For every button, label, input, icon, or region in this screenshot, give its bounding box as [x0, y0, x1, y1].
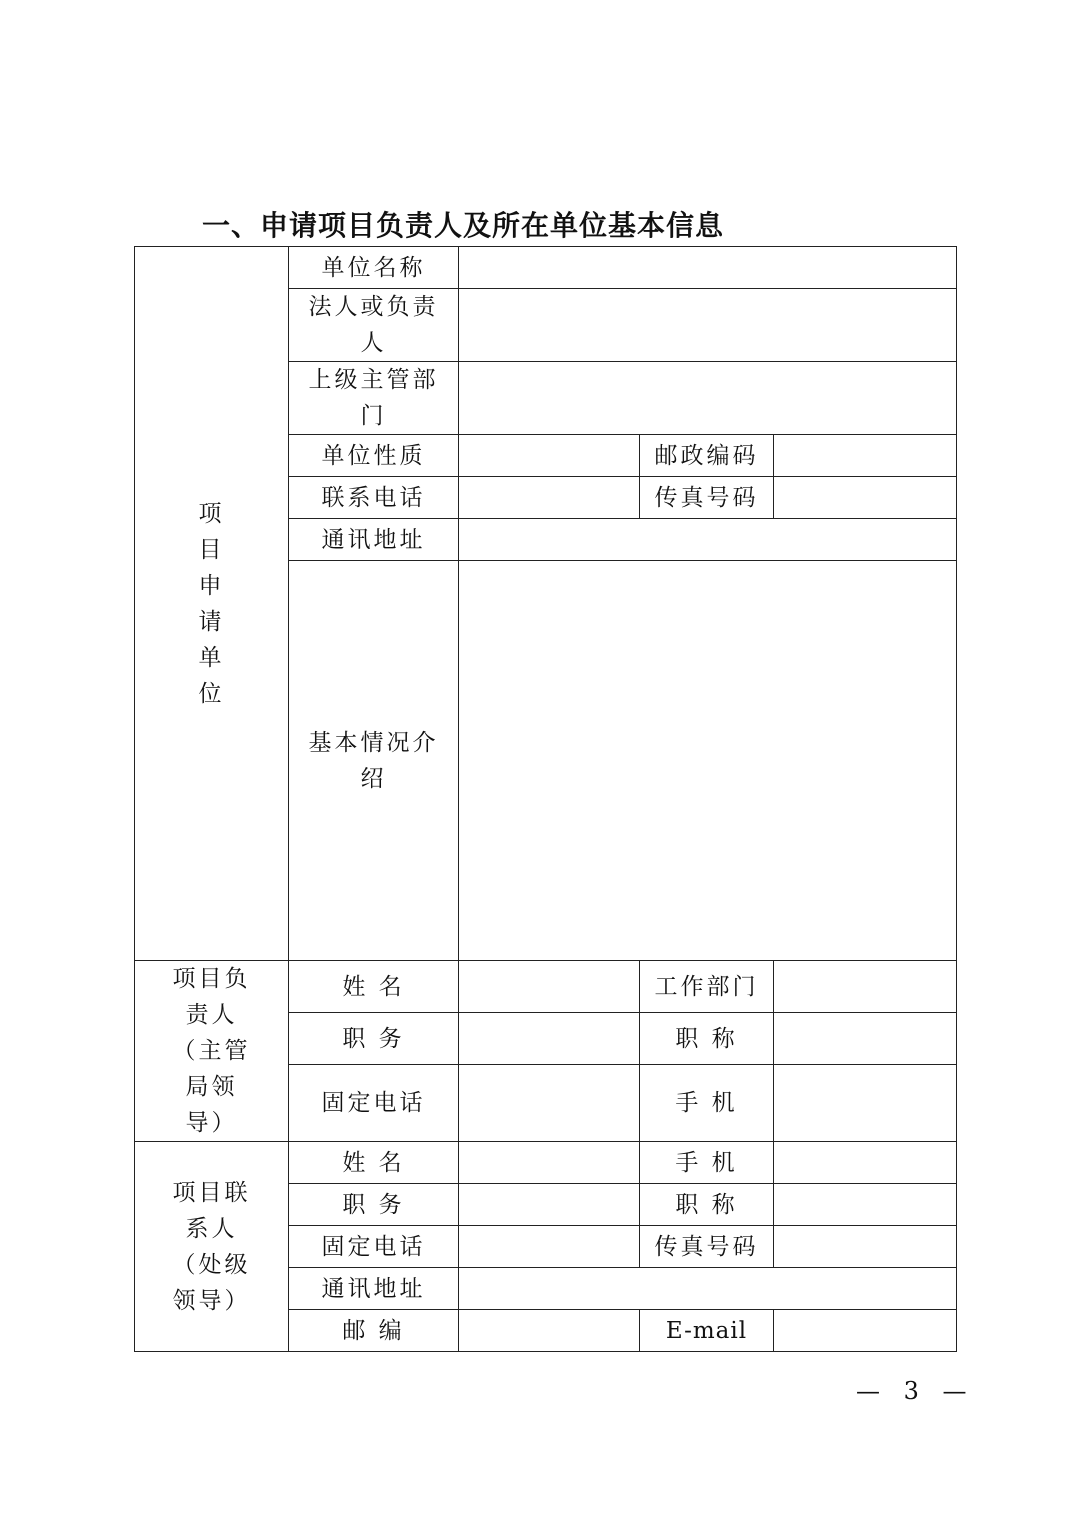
- label-contact-address: 通讯地址: [289, 1268, 459, 1310]
- field-leader-mobile[interactable]: [774, 1065, 957, 1142]
- field-address[interactable]: [459, 519, 957, 561]
- label-contact-position: 职 务: [289, 1184, 459, 1226]
- label-contact-postcode: 邮 编: [289, 1310, 459, 1352]
- table-row: [135, 961, 957, 1013]
- field-legal-rep[interactable]: [459, 289, 957, 362]
- field-leader-department[interactable]: [774, 961, 957, 1013]
- page-title: 一、申请项目负责人及所在单位基本信息: [202, 209, 725, 242]
- field-unit-name[interactable]: [459, 247, 957, 289]
- field-contact-address[interactable]: [459, 1268, 957, 1310]
- page-number: — 3 —: [856, 1377, 975, 1405]
- label-contact-name: 姓 名: [289, 1142, 459, 1184]
- field-contact-landline[interactable]: [459, 1226, 640, 1268]
- label-unit-name: 单位名称: [289, 247, 459, 289]
- field-contact-mobile[interactable]: [774, 1142, 957, 1184]
- label-leader-position: 职 务: [289, 1013, 459, 1065]
- label-contact-mobile: 手 机: [640, 1142, 774, 1184]
- table-row: [135, 247, 957, 289]
- label-contact-landline: 固定电话: [289, 1226, 459, 1268]
- field-fax[interactable]: [774, 477, 957, 519]
- label-intro: 基本情况介绍: [289, 561, 459, 961]
- field-leader-title[interactable]: [774, 1013, 957, 1065]
- field-unit-nature[interactable]: [459, 435, 640, 477]
- group-label-project-leader: 项目负责人（主管局领导）: [135, 961, 289, 1142]
- field-phone[interactable]: [459, 477, 640, 519]
- field-leader-position[interactable]: [459, 1013, 640, 1065]
- field-leader-name[interactable]: [459, 961, 640, 1013]
- table-row: [135, 1142, 957, 1184]
- field-contact-fax[interactable]: [774, 1226, 957, 1268]
- label-contact-fax: 传真号码: [640, 1226, 774, 1268]
- field-contact-name[interactable]: [459, 1142, 640, 1184]
- field-postcode[interactable]: [774, 435, 957, 477]
- field-leader-landline[interactable]: [459, 1065, 640, 1142]
- group-label-project-contact: 项目联系人（处级领导）: [135, 1142, 289, 1352]
- label-leader-title: 职 称: [640, 1013, 774, 1065]
- label-leader-landline: 固定电话: [289, 1065, 459, 1142]
- field-contact-postcode[interactable]: [459, 1310, 640, 1352]
- field-contact-title[interactable]: [774, 1184, 957, 1226]
- label-contact-email: E-mail: [640, 1310, 774, 1352]
- field-superior-dept[interactable]: [459, 362, 957, 435]
- label-leader-name: 姓 名: [289, 961, 459, 1013]
- field-contact-position[interactable]: [459, 1184, 640, 1226]
- label-unit-nature: 单位性质: [289, 435, 459, 477]
- label-leader-mobile: 手 机: [640, 1065, 774, 1142]
- group-label-applicant-unit: 项目申请单位: [135, 247, 289, 961]
- label-superior-dept: 上级主管部门: [289, 362, 459, 435]
- label-legal-rep: 法人或负责人: [289, 289, 459, 362]
- label-address: 通讯地址: [289, 519, 459, 561]
- label-leader-department: 工作部门: [640, 961, 774, 1013]
- field-intro[interactable]: [459, 561, 957, 961]
- field-contact-email[interactable]: [774, 1310, 957, 1352]
- label-fax: 传真号码: [640, 477, 774, 519]
- label-phone: 联系电话: [289, 477, 459, 519]
- applicant-info-table: [134, 246, 957, 1352]
- label-contact-title: 职 称: [640, 1184, 774, 1226]
- label-postcode: 邮政编码: [640, 435, 774, 477]
